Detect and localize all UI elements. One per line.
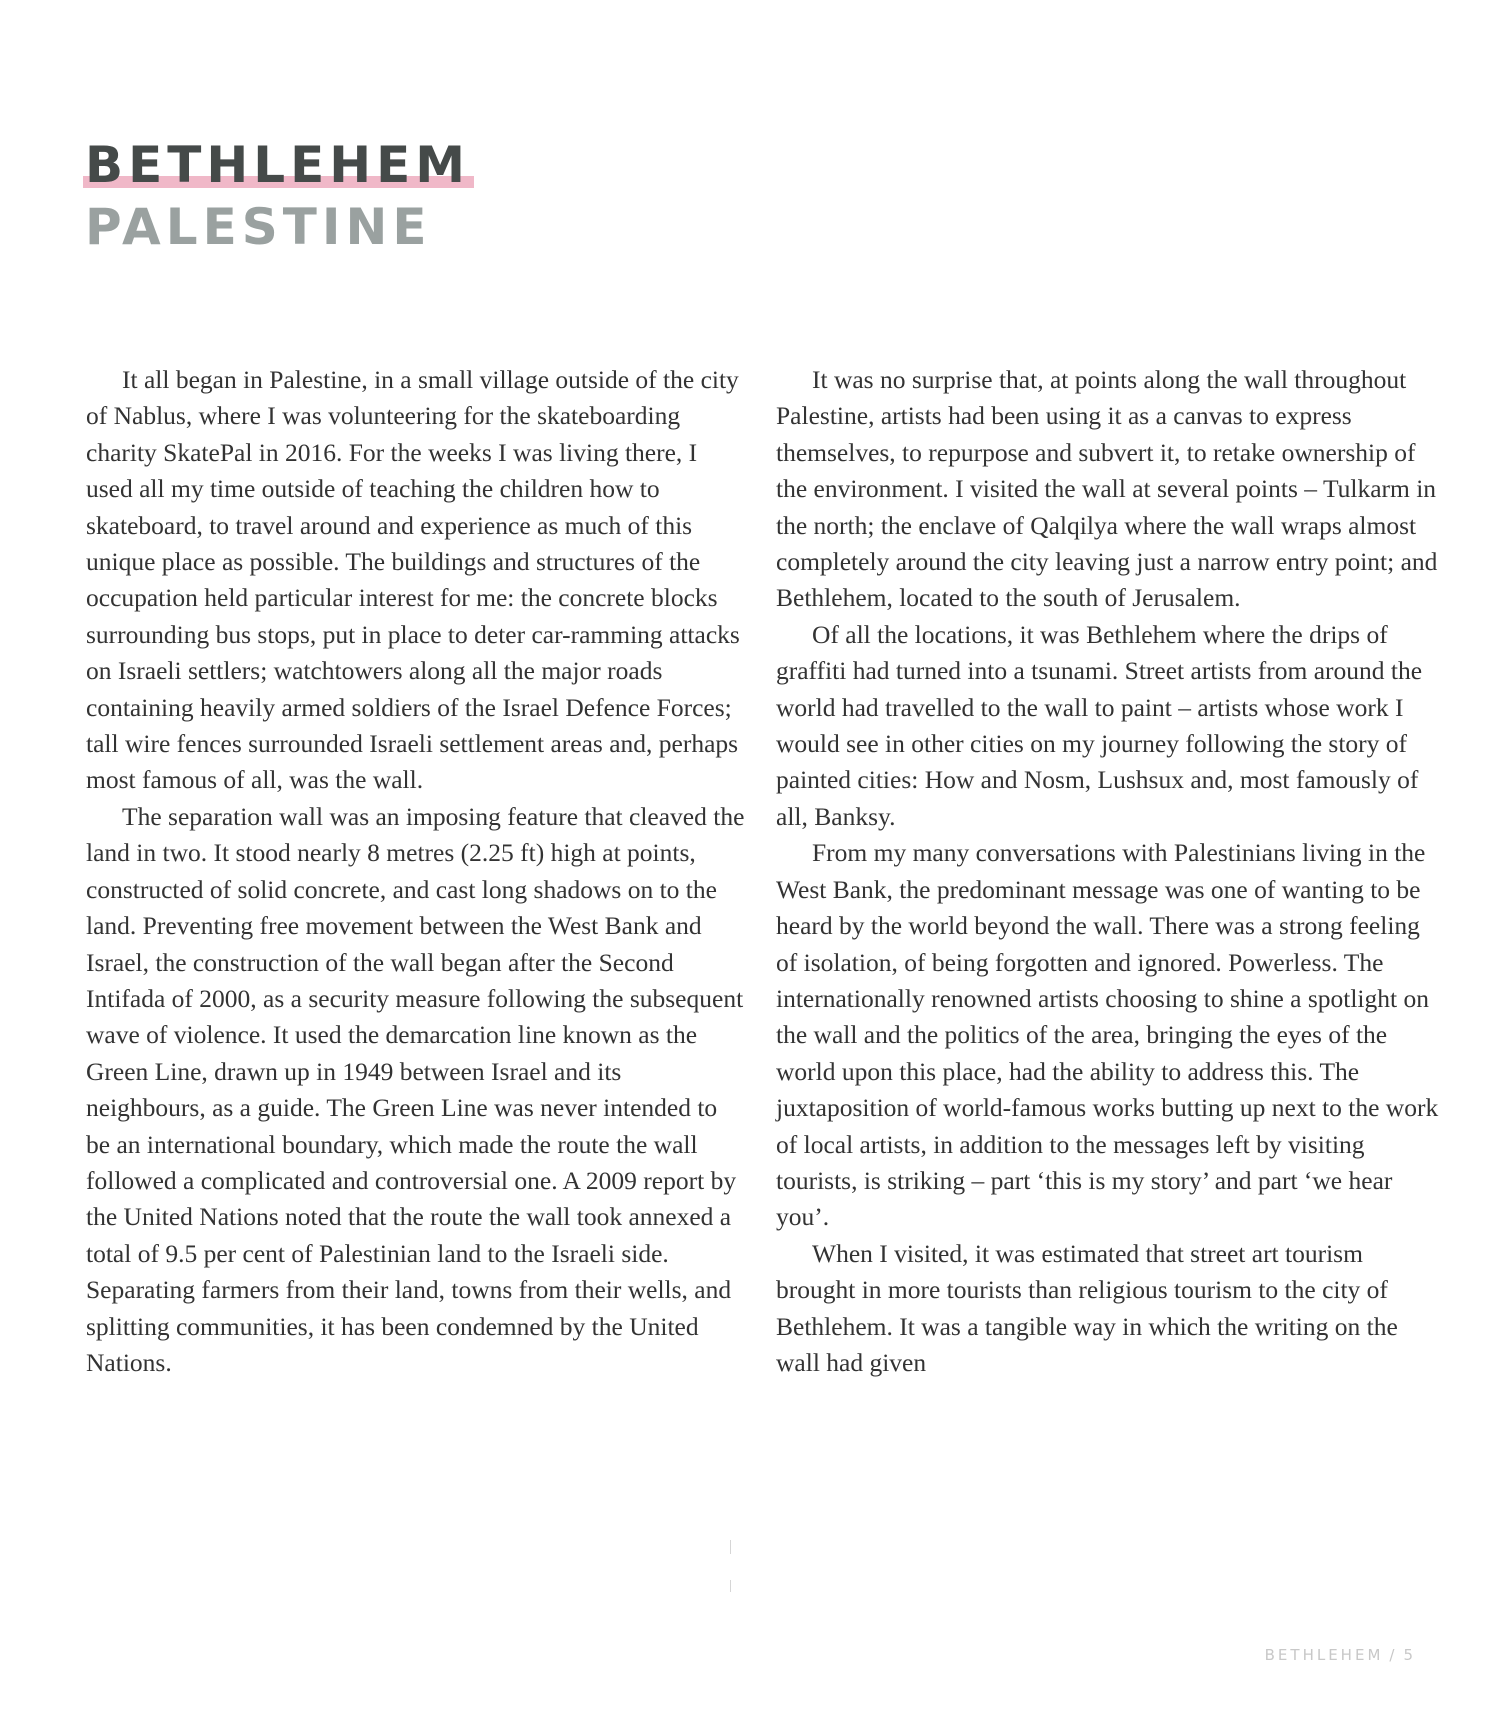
paragraph: It was no surprise that, at points along the wall throughout Palestine, artists had been using it as a canvas to express themselves, to repurpose and subvert it, to retake ownership of the environment. I visited the wall at several points – Tulkarm in the north; the enclave of Qalqilya where the wall wraps almost completely around the city leaving just a narrow entry point; and Bethlehem, located to the south of Jerusalem. <box>776 365 1438 613</box>
running-footer <box>1265 1646 1416 1664</box>
paragraph: Of all the locations, it was Bethlehem where the drips of graffiti had turned into a tsunami. Street artists from around the world had travelled to the wall to paint – artists whose work I would see in other cities on my journey following the story of painted cities: How and Nosm, Lushsux and, most famously of all, Banksy. <box>776 619 1423 831</box>
footer-section: BETHLEHEM <box>1264 1646 1384 1664</box>
page-title <box>85 136 470 194</box>
paragraph: It all began in Palestine, in a small village outside of the city of Nablus, where I was volunteering for the skateboarding charity SkatePal in 2016. For the weeks I was living there, I used all my time outside of teaching the children how to skateboard, to travel around and experience as much of this unique place as possible. The buildings and structures of the occupation held particular interest for me: the concrete blocks surrounding bus stops, put in place to deter car-ramming attacks on Israeli settlers; watchtowers along all the major roads containing heavily armed soldiers of the Israel Defence Forces; tall wire fences surrounded Israeli settlement areas and, perhaps most famous of all, was the wall. <box>86 365 740 795</box>
paragraph: The separation wall was an imposing feature that cleaved the land in two. It stood nearly 8 metres (2.25 ft) high at points, constructed of solid concrete, and cast long shadows on to the land. Preventing free movement between the West Bank and Israel, the construction of the wall began after the Second Intifada of 2000, as a security measure following the subsequent wave of violence. It used the demarcation line known as the Green Line, drawn up in 1949 between Israel and its neighbours, as a guide. The Green Line was never intended to be an international boundary, which made the route the wall followed a complicated and controversial one. A 2009 report by the United Nations noted that the route the wall took annexed a total of 9.5 per cent of Palestinian land to the Israeli side. Separating farmers from their land, towns from their wells, and splitting communities, it has been condemned by the United Nations. <box>86 801 745 1377</box>
paragraph: When I visited, it was estimated that street art tourism brought in more tourists than religious tourism to the city of Bethlehem. It was a tangible way in which the writing on the wall had given <box>776 1238 1398 1377</box>
page-number: 5 <box>1403 1646 1416 1664</box>
left-column <box>86 362 746 1381</box>
page-title-text: BETHLEHEM <box>85 136 470 194</box>
title-block <box>85 136 470 256</box>
page-subtitle: PALESTINE <box>85 198 432 256</box>
paragraph: From my many conversations with Palestinians living in the West Bank, the predominant message was one of wanting to be heard by the world beyond the wall. There was a strong feeling of isolation, of being forgotten and ignored. Powerless. The internationally renowned artists choosing to shine a spotlight on the wall and the politics of the area, bringing the eyes of the world upon this place, had the ability to address this. The juxtaposition of world-famous works butting up next to the work of local artists, in addition to the messages left by visiting tourists, is striking – part ‘this is my story’ and part ‘we hear you’. <box>776 838 1439 1232</box>
footer-separator: / <box>1389 1646 1398 1664</box>
right-column <box>776 362 1446 1381</box>
gutter-mark <box>730 1580 731 1592</box>
gutter-mark <box>730 1540 731 1554</box>
